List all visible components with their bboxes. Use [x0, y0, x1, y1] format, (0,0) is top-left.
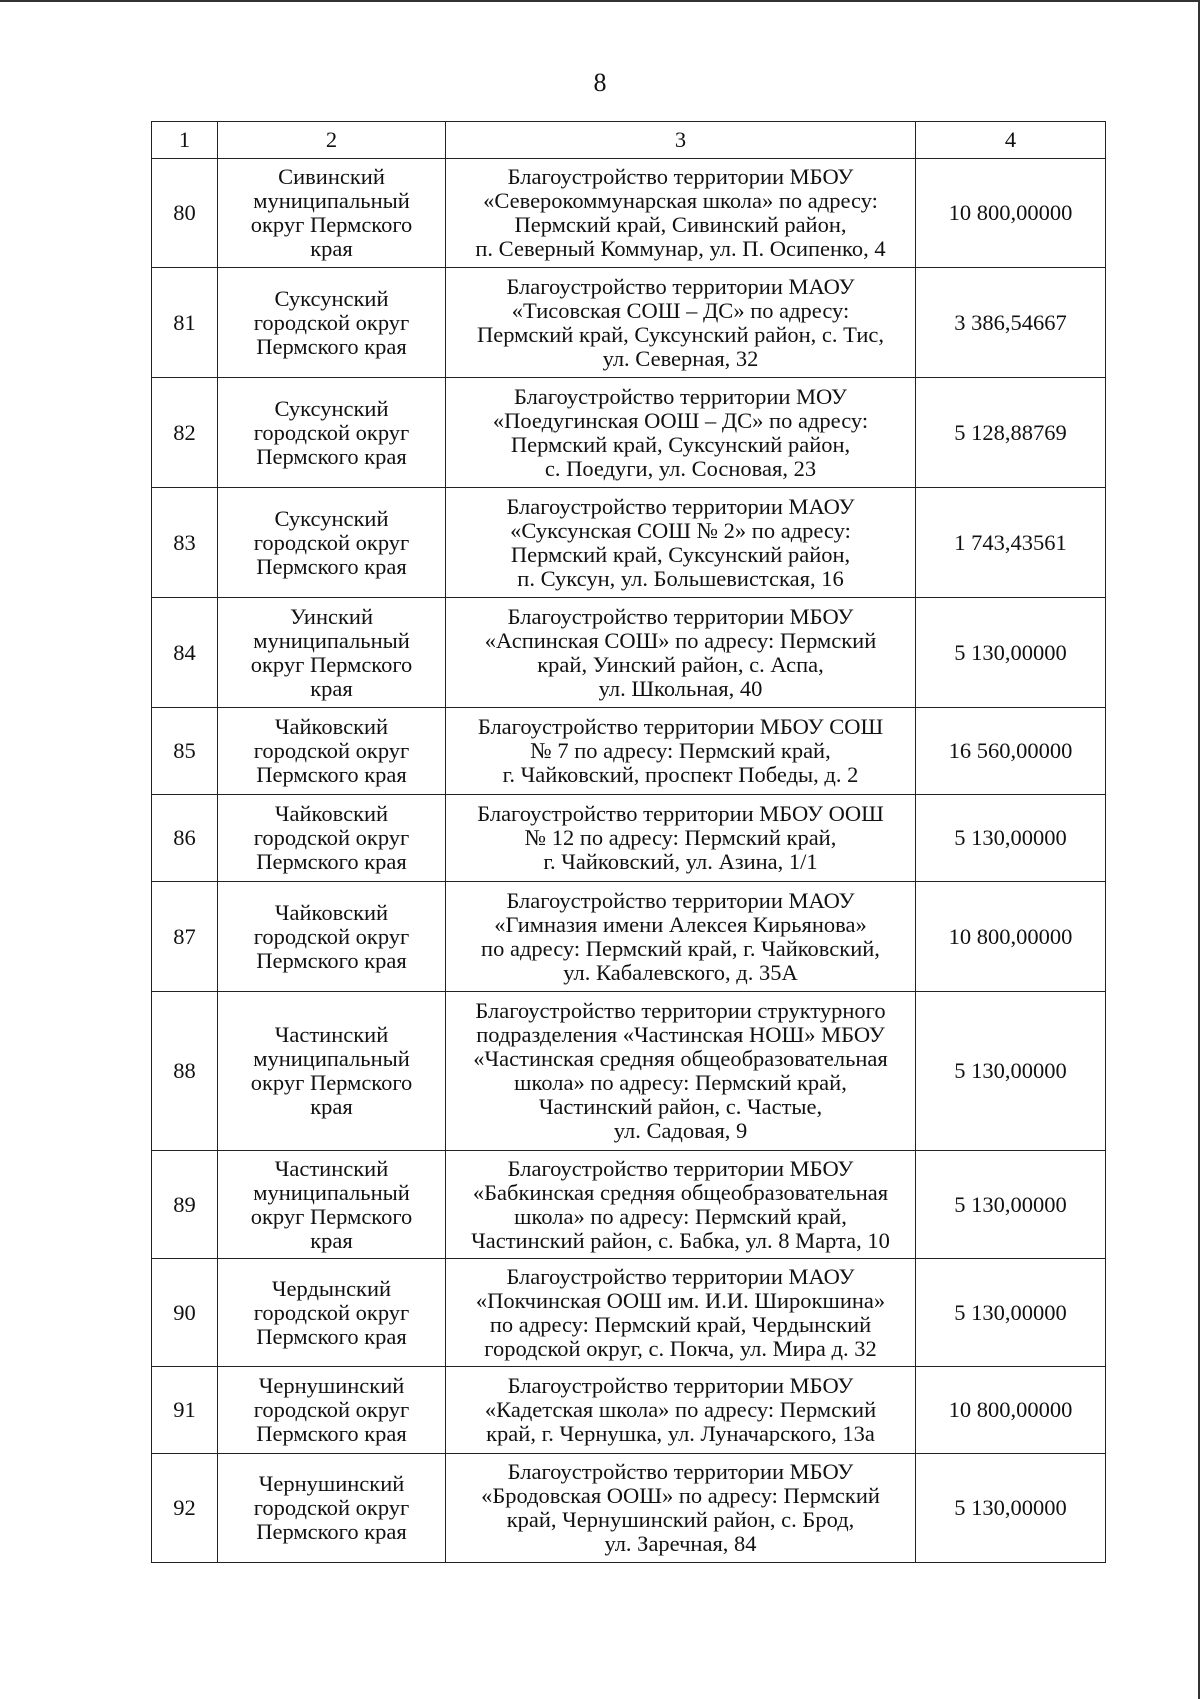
- description-cell-text: Благоустройство территории МБОУ «Бродовская ООШ» по адресу: Пермский край, Чернушинский район, с. Брод, ул. Заречная, 84: [481, 1459, 880, 1556]
- description-cell: [446, 1454, 916, 1563]
- description-cell: [446, 378, 916, 488]
- table-row: [152, 1259, 1106, 1367]
- scan-edge-top: [0, 0, 1200, 2]
- table-row: [152, 992, 1106, 1151]
- municipality-cell: [218, 882, 446, 992]
- description-cell-text: Благоустройство территории МОУ «Поедугинская ООШ – ДС» по адресу: Пермский край, Суксунский район, с. Поедуги, ул. Сосновая, 23: [492, 383, 869, 481]
- row-number: [152, 992, 218, 1151]
- row-number-text: 81: [173, 309, 196, 335]
- table-body: [152, 159, 1106, 1563]
- row-number-text: 88: [173, 1058, 196, 1083]
- allocation-table: [151, 121, 1106, 1563]
- amount-cell: [916, 992, 1106, 1151]
- amount-cell: [916, 378, 1106, 488]
- description-cell: [446, 708, 916, 795]
- municipality-cell-text: Частинский муниципальный округ Пермского края: [250, 1022, 413, 1119]
- description-cell-text: Благоустройство территории МАОУ «Покчинская ООШ им. И.И. Широкшина» по адресу: Пермский край, Чердынский городской округ, с. Покча, ул. Мира д. 32: [475, 1263, 886, 1361]
- amount-cell-text: 5 130,00000: [954, 825, 1067, 850]
- amount-cell-text: 5 130,00000: [954, 1191, 1067, 1217]
- row-number: [152, 1259, 218, 1367]
- description-cell-text: Благоустройство территории МБОУ «Бабкинская средняя общеобразовательная школа» по адресу: Пермский край, Частинский район, с. Бабка, ул. 8 Марта, 10: [471, 1155, 890, 1253]
- municipality-cell-text: Чернушинский городской округ Пермского края: [253, 1373, 410, 1446]
- row-number: [152, 598, 218, 708]
- municipality-cell: [218, 488, 446, 598]
- amount-cell: [916, 159, 1106, 268]
- description-cell-text: Благоустройство территории МАОУ «Суксунская СОШ № 2» по адресу: Пермский край, Суксунский район, п. Суксун, ул. Большевистская, 16: [506, 493, 855, 591]
- table-row: [152, 1454, 1106, 1563]
- table-header-row: [152, 122, 1106, 159]
- row-number-text: 83: [173, 529, 196, 555]
- amount-cell: [916, 1454, 1106, 1563]
- municipality-cell: [218, 795, 446, 882]
- amount-cell: [916, 1151, 1106, 1259]
- column-header-3: 3: [446, 122, 916, 159]
- amount-cell-text: 5 128,88769: [954, 419, 1067, 445]
- amount-cell: [916, 598, 1106, 708]
- description-cell-text: Благоустройство территории МАОУ «Тисовская СОШ – ДС» по адресу: Пермский край, Суксунский район, с. Тис, ул. Северная, 32: [476, 273, 885, 371]
- table-row: [152, 598, 1106, 708]
- row-number-text: 80: [173, 200, 196, 225]
- page-number: 8: [593, 68, 607, 97]
- row-number: [152, 1367, 218, 1454]
- amount-cell-text: 1 743,43561: [954, 529, 1067, 555]
- amount-cell-text: 5 130,00000: [954, 1299, 1067, 1325]
- description-cell-text: Благоустройство территории МБОУ «Кадетская школа» по адресу: Пермский край, г. Чернушка, ул. Луначарского, 13а: [484, 1373, 877, 1446]
- description-cell-text: Благоустройство территории МБОУ СОШ № 7 по адресу: Пермский край, г. Чайковский, проспект Победы, д. 2: [477, 714, 884, 787]
- amount-cell: [916, 882, 1106, 992]
- municipality-cell-text: Чайковский городской округ Пермского края: [253, 801, 410, 874]
- municipality-cell: [218, 708, 446, 795]
- row-number-text: 90: [173, 1299, 196, 1325]
- description-cell: [446, 1151, 916, 1259]
- row-number: [152, 795, 218, 882]
- description-cell-text: Благоустройство территории МАОУ «Гимназия имени Алексея Кирьянова» по адресу: Пермский край, г. Чайковский, ул. Кабалевского, д. 35А: [481, 887, 880, 985]
- municipality-cell-text: Суксунский городской округ Пермского края: [253, 395, 410, 469]
- row-number: [152, 1454, 218, 1563]
- municipality-cell-text: Частинский муниципальный округ Пермского края: [250, 1155, 413, 1253]
- description-cell: [446, 488, 916, 598]
- row-number-text: 89: [173, 1191, 196, 1217]
- row-number-text: 92: [173, 1495, 196, 1520]
- amount-cell: [916, 708, 1106, 795]
- row-number-text: 82: [173, 419, 196, 445]
- table-row: [152, 882, 1106, 992]
- amount-cell-text: 3 386,54667: [954, 309, 1067, 335]
- table-row: [152, 488, 1106, 598]
- row-number-text: 91: [173, 1397, 196, 1422]
- description-cell: [446, 882, 916, 992]
- row-number: [152, 488, 218, 598]
- description-cell: [446, 1259, 916, 1367]
- description-cell: [446, 268, 916, 378]
- table-row: [152, 1151, 1106, 1259]
- amount-cell: [916, 268, 1106, 378]
- municipality-cell: [218, 1367, 446, 1454]
- description-cell-text: Благоустройство территории МБОУ ООШ № 12 по адресу: Пермский край, г. Чайковский, ул. Азина, 1/1: [477, 801, 884, 874]
- row-number-text: 87: [173, 923, 196, 949]
- amount-cell: [916, 1367, 1106, 1454]
- municipality-cell-text: Уинский муниципальный округ Пермского края: [250, 603, 413, 701]
- amount-cell-text: 5 130,00000: [954, 639, 1067, 665]
- municipality-cell: [218, 1454, 446, 1563]
- table-row: [152, 708, 1106, 795]
- table-row: [152, 159, 1106, 268]
- municipality-cell-text: Чайковский городской округ Пермского края: [253, 899, 410, 973]
- row-number: [152, 1151, 218, 1259]
- municipality-cell-text: Чердынский городской округ Пермского края: [253, 1275, 410, 1349]
- column-header-2: 2: [218, 122, 446, 159]
- description-cell: [446, 1367, 916, 1454]
- row-number-text: 85: [173, 738, 196, 763]
- description-cell-text: Благоустройство территории МБОУ «Северокоммунарская школа» по адресу: Пермский край, Сивинский район, п. Северный Коммунар, ул. П. Осипенко, 4: [475, 164, 886, 261]
- table-row: [152, 795, 1106, 882]
- column-header-1: 1: [152, 122, 218, 159]
- amount-cell-text: 5 130,00000: [954, 1495, 1067, 1520]
- row-number-text: 86: [173, 825, 196, 850]
- municipality-cell: [218, 268, 446, 378]
- amount-cell: [916, 795, 1106, 882]
- municipality-cell-text: Суксунский городской округ Пермского края: [253, 505, 410, 579]
- municipality-cell-text: Суксунский городской округ Пермского края: [253, 285, 410, 359]
- column-header-4: 4: [916, 122, 1106, 159]
- municipality-cell: [218, 1151, 446, 1259]
- row-number: [152, 708, 218, 795]
- municipality-cell-text: Сивинский муниципальный округ Пермского края: [250, 164, 413, 261]
- table-row: [152, 268, 1106, 378]
- description-cell: [446, 992, 916, 1151]
- description-cell-text: Благоустройство территории МБОУ «Аспинская СОШ» по адресу: Пермский край, Уинский район, с. Аспа, ул. Школьная, 40: [484, 603, 877, 701]
- amount-cell-text: 10 800,00000: [948, 200, 1073, 225]
- table-row: [152, 1367, 1106, 1454]
- row-number: [152, 882, 218, 992]
- amount-cell-text: 10 800,00000: [948, 923, 1073, 949]
- amount-cell-text: 5 130,00000: [954, 1058, 1067, 1083]
- municipality-cell: [218, 598, 446, 708]
- amount-cell: [916, 1259, 1106, 1367]
- row-number-text: 84: [173, 639, 196, 665]
- amount-cell: [916, 488, 1106, 598]
- description-cell: [446, 795, 916, 882]
- municipality-cell: [218, 1259, 446, 1367]
- municipality-cell-text: Чайковский городской округ Пермского края: [253, 714, 410, 787]
- description-cell: [446, 598, 916, 708]
- amount-cell-text: 10 800,00000: [948, 1397, 1073, 1422]
- table-row: [152, 378, 1106, 488]
- amount-cell-text: 16 560,00000: [948, 738, 1073, 763]
- municipality-cell-text: Чернушинский городской округ Пермского края: [253, 1471, 410, 1544]
- municipality-cell: [218, 159, 446, 268]
- row-number: [152, 159, 218, 268]
- row-number: [152, 268, 218, 378]
- municipality-cell: [218, 992, 446, 1151]
- description-cell-text: Благоустройство территории структурного подразделения «Частинская НОШ» МБОУ «Частинская средняя общеобразовательная школа» по адресу: Пермский край, Частинский район, с. Частые, ул. Садовая, 9: [473, 998, 888, 1143]
- row-number: [152, 378, 218, 488]
- municipality-cell: [218, 378, 446, 488]
- description-cell: [446, 159, 916, 268]
